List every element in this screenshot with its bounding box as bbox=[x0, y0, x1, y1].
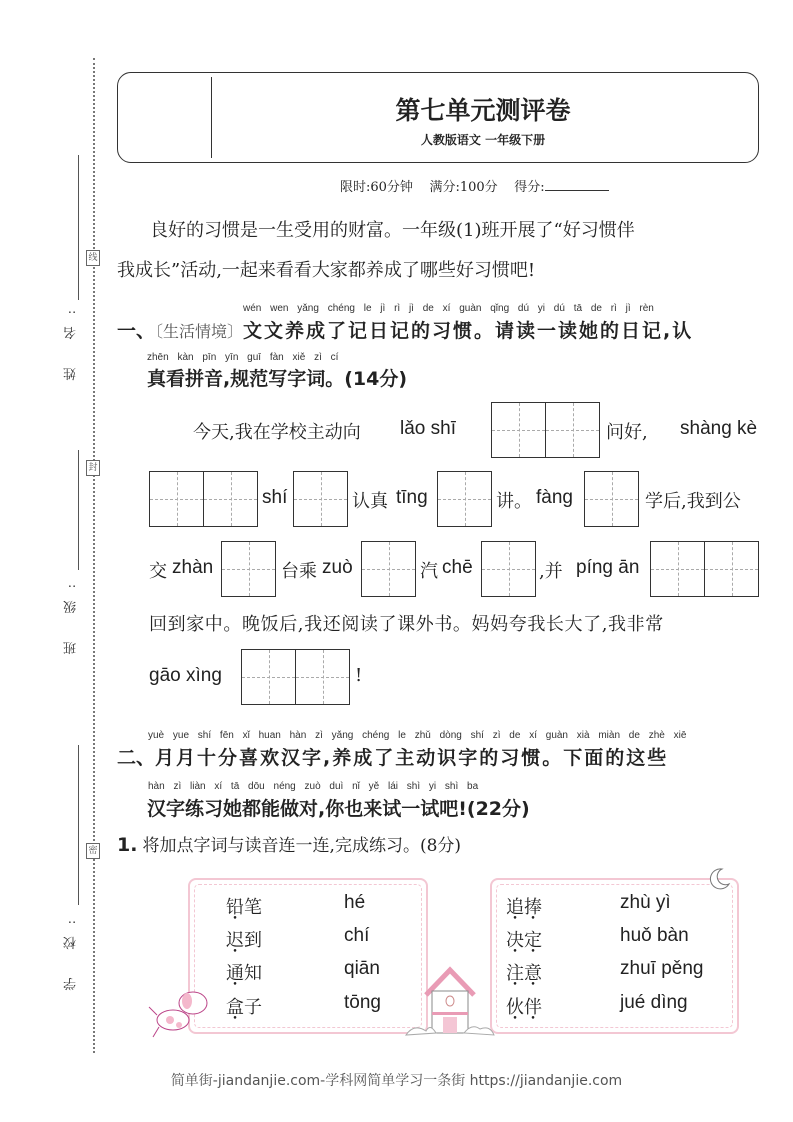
q2-pinyin-2: hàn zì liàn xí tā dōu néng zuò duì nǐ yě lái shì yi shì ba bbox=[148, 781, 479, 792]
passage-pinyin: gāo xìng bbox=[149, 665, 222, 686]
name-blank-line[interactable] bbox=[78, 155, 79, 300]
match-char: 知 bbox=[244, 963, 262, 984]
q1-text-1: 文文养成了记日记的习惯。请读一读她的日记,认 bbox=[243, 320, 694, 342]
match-pinyin[interactable]: huǒ bàn bbox=[620, 925, 689, 946]
match-pinyin[interactable]: zhuī pěng bbox=[620, 958, 704, 979]
match-char: 捧 bbox=[524, 897, 542, 918]
q2-text-2: 汉字练习她都能做对,你也来试一试吧!(22分) bbox=[147, 798, 530, 820]
class-blank-line[interactable] bbox=[78, 450, 79, 570]
q2-heading bbox=[117, 743, 668, 770]
match-pinyin[interactable]: jué dìng bbox=[620, 992, 688, 1013]
house-illustration-icon bbox=[404, 965, 496, 1040]
seal-mark-seal: 封 bbox=[86, 460, 100, 476]
q2-sub1 bbox=[117, 831, 461, 856]
seal-mark-line: 线 bbox=[86, 250, 100, 266]
title-box bbox=[117, 72, 759, 163]
match-char: 伴 bbox=[524, 997, 542, 1018]
intro-line-2: 我成长”活动,一起来看看大家都养成了哪些好习惯吧! bbox=[117, 260, 536, 281]
match-char: 铅 bbox=[226, 897, 244, 918]
match-char: 迟 bbox=[226, 930, 244, 951]
passage-pinyin: shàng kè bbox=[680, 418, 758, 439]
match-pinyin[interactable]: chí bbox=[344, 925, 370, 946]
score-blank[interactable] bbox=[545, 190, 609, 191]
match-char: 笔 bbox=[244, 897, 262, 918]
q1-pinyin-2: zhēn kàn pīn yīn guī fàn xiě zì cí bbox=[147, 352, 339, 363]
writing-grid[interactable] bbox=[481, 541, 536, 597]
passage-pinyin: zhàn bbox=[172, 557, 214, 578]
match-word[interactable] bbox=[506, 993, 542, 1019]
passage-text: ,并 bbox=[539, 561, 563, 582]
match-char: 伙 bbox=[506, 997, 524, 1018]
passage-text: 台乘 bbox=[281, 561, 317, 582]
binding-dotted-line bbox=[93, 58, 95, 1053]
match-pinyin[interactable]: tōng bbox=[344, 992, 381, 1013]
match-char: 盒 bbox=[226, 997, 244, 1018]
passage-text: 问好, bbox=[606, 422, 648, 443]
passage-text: ! bbox=[355, 665, 363, 686]
page-title: 第七单元测评卷 bbox=[395, 96, 571, 125]
passage-text: 交 bbox=[149, 561, 167, 582]
q2-text-1: 月月十分喜欢汉字,养成了主动识字的习惯。下面的这些 bbox=[155, 747, 669, 769]
q1-number: 一、 bbox=[117, 320, 156, 342]
q1-pinyin-1: wén wen yǎng chéng le jì rì jì de xí guàn qǐng dú yi dú tā de rì jì rèn bbox=[243, 303, 654, 314]
score-label: 得分: bbox=[514, 180, 545, 195]
passage-pinyin: lǎo shī bbox=[400, 418, 456, 439]
match-word[interactable] bbox=[226, 893, 262, 919]
writing-grid[interactable] bbox=[437, 471, 492, 527]
name-label: 姓 名: bbox=[64, 298, 79, 381]
match-pinyin[interactable]: hé bbox=[344, 892, 366, 913]
time-limit: 限时:60分钟 bbox=[340, 180, 413, 195]
class-label: 班 级: bbox=[64, 572, 79, 655]
passage-pinyin: fàng bbox=[536, 487, 573, 508]
match-word[interactable] bbox=[226, 959, 262, 985]
passage-text: 回到家中。晚饭后,我还阅读了课外书。妈妈夸我长大了,我非常 bbox=[149, 614, 664, 635]
writing-grid[interactable] bbox=[241, 649, 350, 705]
passage-text: 学后,我到公 bbox=[645, 491, 741, 512]
writing-grid[interactable] bbox=[584, 471, 639, 527]
match-box-left bbox=[188, 878, 428, 1034]
passage-pinyin: shí bbox=[262, 487, 288, 508]
passage-pinyin: tīng bbox=[396, 487, 428, 508]
full-score: 满分:100分 bbox=[429, 180, 498, 195]
match-char: 到 bbox=[244, 930, 262, 951]
match-pinyin[interactable]: zhù yì bbox=[620, 892, 671, 913]
match-char: 注 bbox=[506, 963, 524, 984]
match-word[interactable] bbox=[226, 926, 262, 952]
match-char: 决 bbox=[506, 930, 524, 951]
q2-sub1-text: 将加点字词与读音连一连,完成练习。(8分) bbox=[142, 836, 462, 856]
q1-context-tag: 〔生活情境〕 bbox=[155, 322, 244, 341]
match-char: 追 bbox=[506, 897, 524, 918]
q2-number: 二、 bbox=[117, 747, 156, 769]
writing-grid[interactable] bbox=[293, 471, 348, 527]
writing-grid[interactable] bbox=[491, 402, 600, 458]
q2-pinyin-1: yuè yue shí fēn xǐ huan hàn zì yǎng chéng le zhǔ dòng shí zì de xí guàn xià miàn de zhè xiē bbox=[148, 730, 687, 741]
intro-line-1: 良好的习惯是一生受用的财富。一年级(1)班开展了“好习惯伴 bbox=[150, 220, 635, 241]
page-subtitle: 人教版语文 一年级下册 bbox=[420, 133, 546, 147]
match-word[interactable] bbox=[226, 993, 262, 1019]
match-char: 意 bbox=[524, 963, 542, 984]
passage-pinyin: píng ān bbox=[576, 557, 640, 578]
q2-sub1-number: 1. bbox=[117, 834, 138, 856]
match-pinyin[interactable]: qiān bbox=[344, 958, 380, 979]
school-label: 学 校: bbox=[64, 908, 79, 991]
q1-heading bbox=[117, 316, 693, 343]
match-word[interactable] bbox=[506, 926, 542, 952]
seal-mark-secret: 密 bbox=[86, 843, 100, 859]
passage-text: 认真 bbox=[352, 491, 388, 512]
passage-text: 讲。 bbox=[496, 491, 532, 512]
match-word[interactable] bbox=[506, 893, 542, 919]
moon-icon bbox=[706, 866, 732, 892]
exam-meta bbox=[340, 176, 609, 195]
writing-grid[interactable] bbox=[221, 541, 276, 597]
writing-grid[interactable] bbox=[149, 471, 258, 527]
passage-pinyin: zuò bbox=[322, 557, 353, 578]
match-char: 定 bbox=[524, 930, 542, 951]
match-word[interactable] bbox=[506, 959, 542, 985]
q1-text-2: 真看拼音,规范写字词。(14分) bbox=[147, 368, 408, 390]
writing-grid[interactable] bbox=[361, 541, 416, 597]
writing-grid[interactable] bbox=[650, 541, 759, 597]
footer-watermark: 简单街-jiandanjie.com-学科网简单学习一条街 https://jiandanjie.com bbox=[170, 1073, 623, 1089]
match-char: 通 bbox=[226, 963, 244, 984]
school-blank-line[interactable] bbox=[78, 745, 79, 905]
passage-text: 汽 bbox=[420, 561, 438, 582]
passage-text: 今天,我在学校主动向 bbox=[193, 422, 361, 443]
match-char: 子 bbox=[244, 997, 262, 1018]
dog-illustration-icon bbox=[145, 985, 215, 1040]
passage-pinyin: chē bbox=[442, 557, 473, 578]
